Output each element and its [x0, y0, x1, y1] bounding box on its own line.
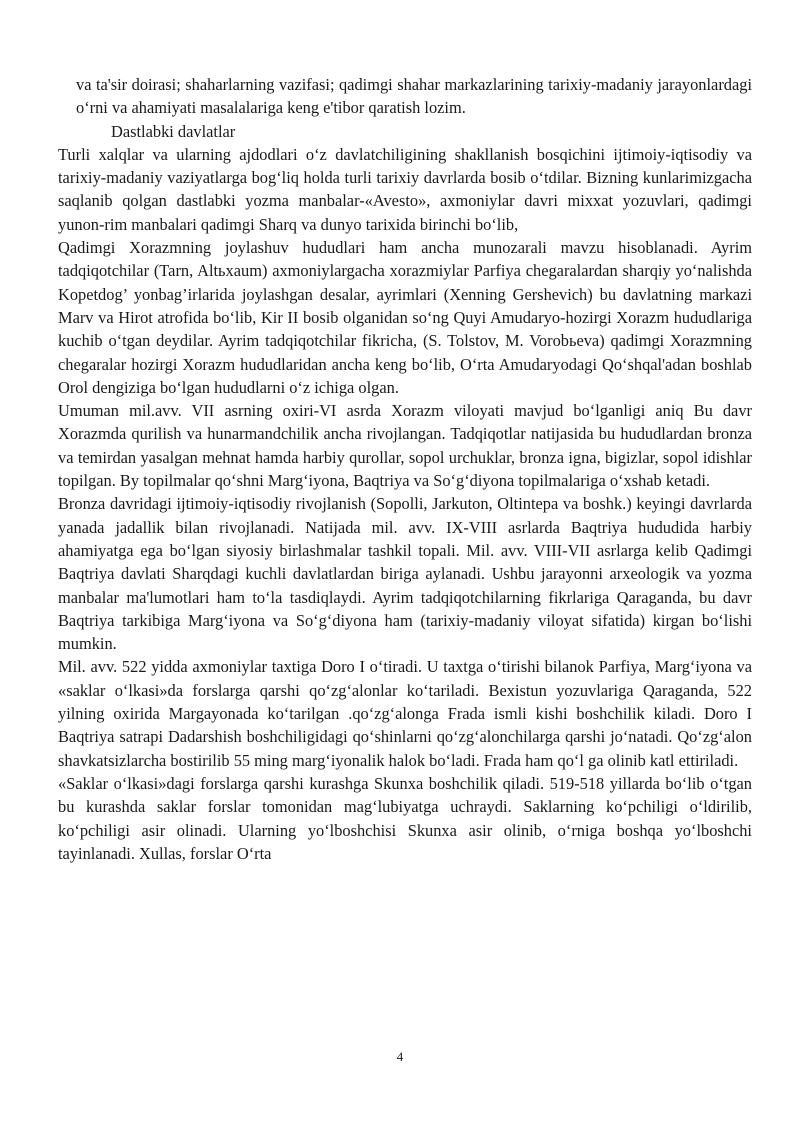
section-heading: Dastlabki davlatlar	[111, 121, 236, 141]
page-number: 4	[396, 1049, 404, 1064]
intro-continuation-paragraph: va ta'sir doirasi; shaharlarning vazifasi; qadimgi shahar markazlarining tarixiy-madaniy jarayonlardagi o‘rni va ahamiyati masalalariga keng e'tibor qaratish lozim.	[76, 75, 752, 118]
body-paragraph: Qadimgi Xorazmning joylashuv hududlari ham ancha munozarali mavzu hisoblanadi. Ayrim tadqiqotchilar (Tarn, Altьxaum) axmoniylargacha xorazmiylar Parfiya chegaralardan sharqiy yo‘nalishda Kopetdog’ yonbag’irlarida joylashgan desalar, ayrimlari (Xenning Gershevich) bu davlatning markazi Marv va Hirot atrofida bo‘lib, Kir II bosib olganidan so‘ng Quyi Amudaryo-hozirgi Xorazm hududlariga kuchib o‘tgan deydilar. Ayrim tadqiqotchilar fikricha, (S. Tolstov, M. Vorobьeva) qadimgi Xorazmning chegaralar hozirgi Xorazm hududlaridan ancha keng bo‘lib, O‘rta Amudaryodagi Qo‘shqal'adan boshlab Orol dengiziga bo‘lgan hududlarni o‘z ichiga olgan.	[58, 238, 752, 397]
body-paragraph: Turli xalqlar va ularning ajdodlari o‘z davlatchiligining shakllanish bosqichini ijtimoiy-iqtisodiy va tarixiy-madaniy vaziyatlarga bog‘liq holda turli tarixiy davrlarda bosib o‘tdilar. Bizning kunlarimizgacha saqlanib qolgan dastlabki yozma manbalar-«Avesto», axmoniylar davri mixxat yozuvlari, qadimgi yunon-rim manbalari qadimgi Sharq va dunyo tarixida birinchi bo‘lib,	[58, 144, 752, 234]
document-page	[58, 73, 752, 865]
body-paragraph: Umuman mil.avv. VII asrning oxiri-VI asrda Xorazm viloyati mavjud bo‘lganligi aniq Bu davr Xorazmda qurilish va hunarmandchilik ancha rivojlangan. Tadqiqotlar natijasida bu hududlardan bronza va temirdan yasalgan mehnat hamda harbiy qurollar, sopol urchuklar, bronza igna, bigizlar, sopol idishlar topilgan. By topilmalar qo‘shni Marg‘iyona, Baqtriya va So‘g‘diyona topilmalariga o‘xshab ketadi.	[58, 401, 752, 491]
body-paragraph: Mil. avv. 522 yidda axmoniylar taxtiga Doro I o‘tiradi. U taxtga o‘tirishi bilanok Parfiya, Marg‘iyona va «saklar o‘lkasi»da forslarga qarshi qo‘zg‘alonlar ko‘tariladi. Bexistun yozuvlariga Qaraganda, 522 yilning oxirida Margayonada ko‘tarilgan .qo‘zg‘alonga Frada ismli kishi boshchilik kiladi. Doro I Baqtriya satrapi Dadarshish boshchiligidagi qo‘shinlarni qo‘zg‘alonchilarga qarshi jo‘natadi. Qo‘zg‘alon shavkatsizlarcha bostirilib 55 ming marg‘iyonalik halok bo‘ladi. Frada ham qo‘l ga olinib katl ettiriladi.	[58, 657, 752, 770]
body-paragraph: «Saklar o‘lkasi»dagi forslarga qarshi kurashga Skunxa boshchilik qiladi. 519-518 yillarda bo‘lib o‘tgan bu kurashda saklar forslar tomonidan mag‘lubiyatga uchraydi. Saklarning ko‘pchiligi o‘ldirilib, ko‘pchiligi asir olinadi. Ularning yo‘lboshchisi Skunxa asir olinib, o‘rniga boshqa yo‘lboshchi tayinlanadi. Xullas, forslar O‘rta	[58, 773, 752, 863]
body-paragraph: Bronza davridagi ijtimoiy-iqtisodiy rivojlanish (Sopolli, Jarkuton, Oltintepa va boshk.) keyingi davrlarda yanada jadallik bilan rivojlanadi. Natijada mil. avv. IX-VIII asrlarda Baqtriya hududida harbiy ahamiyatga ega bo‘lgan siyosiy birlashmalar tashkil topali. Mil. avv. VIII-VII asrlarga kelib Qadimgi Baqtriya davlati Sharqdagi kuchli davlatlardan biriga aylanadi. Ushbu jarayonni arxeologik va yozma manbalar ma'lumotlari ham to‘la tasdiqlaydi. Ayrim tadqiqotchilarning fikrlariga Qaraganda, bu davr Baqtriya tarkibiga Marg‘iyona va So‘g‘diyona ham (tarixiy-madaniy viloyat sifatida) kirgan bo‘lishi mumkin.	[58, 494, 752, 654]
